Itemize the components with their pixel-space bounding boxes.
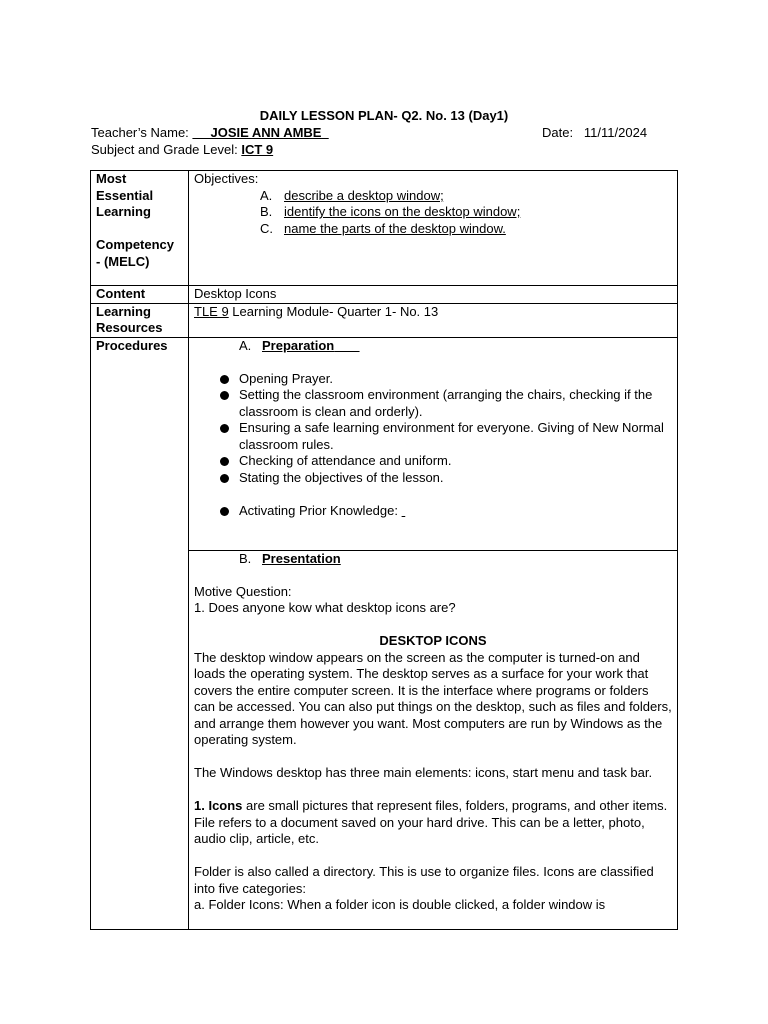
subject-value: ICT 9 [241,142,274,157]
list-item: Activating Prior Knowledge: [194,503,672,520]
resources-value: TLE 9 Learning Module- Quarter 1- No. 13 [189,303,678,337]
teacher-label: Teacher’s Name: [91,125,189,140]
list-item: Opening Prayer. [194,371,672,388]
presentation-cell [189,550,678,929]
list-item: Checking of attendance and uniform. [194,453,672,470]
resources-label: Learning Resources [91,303,189,337]
subject-line [91,142,273,159]
preparation-heading: A. Preparation [239,337,335,353]
objectives-title: Objectives: [194,171,259,186]
paragraph: The Windows desktop has three main elements: icons, start menu and task bar. [194,765,653,780]
procedures-label: Procedures [91,337,189,929]
teacher-line [91,125,329,142]
list-item: Setting the classroom environment (arranging the chairs, checking if the classroom is clean and orderly). [194,387,672,420]
date-label: Date: [542,125,574,140]
melc-row [91,171,678,286]
list-item: B. identify the icons on the desktop window; [260,204,521,219]
document-title: DAILY LESSON PLAN- Q2. No. 13 (Day1) [259,108,509,123]
presentation-heading: B. Presentation [239,550,341,566]
section-heading: DESKTOP ICONS [379,633,487,648]
resources-row [91,303,678,337]
prior-knowledge-list [194,503,672,520]
motive-question: 1. Does anyone kow what desktop icons are? [194,600,456,615]
preparation-row [91,337,678,550]
preparation-cell [189,337,678,550]
paragraph: a. Folder Icons: When a folder icon is double clicked, a folder window is [194,897,606,912]
date-value: 11/11/2024 [583,125,648,140]
date-line [542,125,647,142]
content-value: Desktop Icons [189,286,678,304]
preparation-list [194,371,672,487]
list-item: Ensuring a safe learning environment for everyone. Giving of New Normal classroom rules. [194,420,672,453]
paragraph: The desktop window appears on the screen as the computer is turned-on and loads the operating system. The desktop serves as a surface for your work that covers the entire computer screen. It is the interface where programs or folders can be accessed. You can also put things on the desktop, such as files and folders, and arrange them however you want. Most computers are run by Windows as the operating system. [194,649,672,747]
list-item: C. name the parts of the desktop window. [260,220,506,236]
objectives-cell [189,171,678,286]
melc-label: Most Essential Learning Competency - (MELC) [91,171,189,286]
list-item: A. describe a desktop window; [260,187,444,203]
lesson-plan-table [90,170,678,930]
subject-label: Subject and Grade Level: [91,142,238,157]
paragraph: Folder is also called a directory. This is use to organize files. Icons are classified into five categories: [194,864,654,896]
objectives-list [194,188,672,238]
teacher-name: JOSIE ANN AMBE [210,125,322,140]
motive-label: Motive Question: [194,583,292,599]
paragraph: 1. Icons are small pictures that represent files, folders, programs, and other items. File refers to a document saved on your hard drive. This can be a letter, photo, audio clip, article, etc. [194,798,668,846]
list-item: Stating the objectives of the lesson. [194,470,672,487]
content-label: Content [91,286,189,304]
content-row [91,286,678,304]
